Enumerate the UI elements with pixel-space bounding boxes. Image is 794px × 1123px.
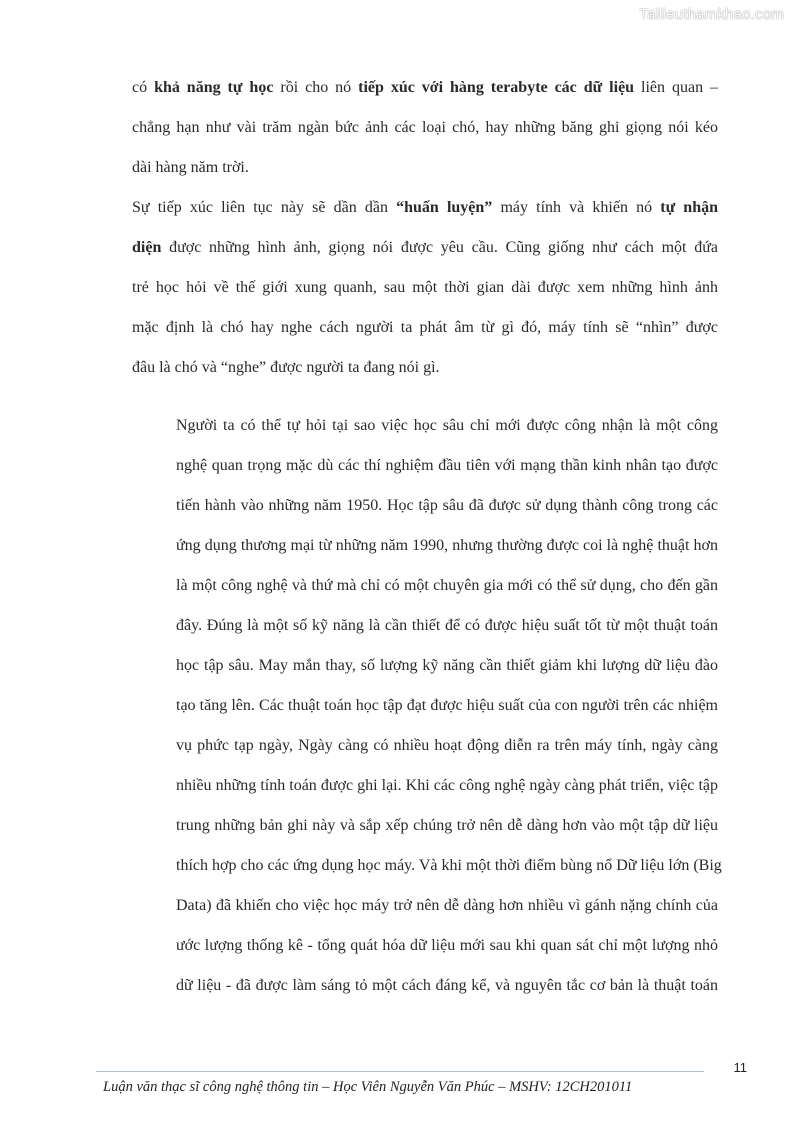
text-line: trung những bản ghi này và sắp xếp chúng trở nên dễ dàng hơn vào một tập dữ liệu [176,817,718,834]
text-line [132,68,718,108]
text-line: dữ liệu - đã được làm sáng tỏ một cách đáng kể, và nguyên tắc cơ bản là thuật toán [176,977,718,994]
text-line [132,228,718,268]
text-run: Sự tiếp xúc liên tục này sẽ dần dần [132,199,397,216]
text-line: nhiều những tính toán được ghi lại. Khi các công nghệ ngày càng phát triển, việc tập [176,777,718,794]
text-line: mặc định là chó hay nghe cách người ta phát âm từ gì đó, máy tính sẽ “nhìn” được [132,319,718,336]
text-line [132,188,718,228]
text-line: chẳng hạn như vài trăm ngàn bức ảnh các loại chó, hay những băng ghi giọng nói kéo [132,119,718,136]
text-line: đây. Đúng là một số kỹ năng là cần thiết để có được hiệu suất tốt từ một thuật toán [176,617,718,634]
text-run: được những hình ảnh, giọng nói được yêu cầu. Cũng giống như cách một đứa [161,239,718,256]
text-run: liên quan – [634,79,719,96]
footer-text: Luận văn thạc sĩ công nghệ thông tin – Học Viên Nguyễn Văn Phúc – MSHV: 12CH201011 [103,1079,633,1095]
bold-phrase: tự nhận [660,199,718,216]
bold-phrase: khả năng tự học [154,79,274,96]
text-line: học tập sâu. May mắn thay, số lượng kỹ năng cần thiết giảm khi lượng dữ liệu đào [176,657,718,674]
text-line: thích hợp cho các ứng dụng học máy. Và khi một thời điểm bùng nổ Dữ liệu lớn (Big [176,857,722,874]
text-line: ước lượng thống kê - tổng quát hóa dữ liệu mới sau khi quan sát chỉ một lượng nhỏ [176,937,718,954]
watermark-text: Tailieuthamkhao.com [639,6,784,23]
text-run: máy tính và khiến nó [492,199,661,216]
bold-phrase: diện [132,239,162,256]
intro-paragraph [132,68,718,388]
text-line: Data) đã khiến cho việc học máy trở nên dễ dàng hơn nhiều vì gánh nặng chính của [176,897,718,914]
bold-phrase: “huấn luyện” [396,199,493,216]
main-paragraph [132,406,722,1006]
text-line: Người ta có thể tự hỏi tại sao việc học sâu chỉ mới được công nhận là một công [176,417,718,434]
page-number: 11 [733,1060,747,1075]
text-run: rồi cho nó [273,79,359,96]
text-line: tiến hành vào những năm 1950. Học tập sâu đã được sử dụng thành công trong các [176,497,718,514]
bold-phrase: tiếp xúc với hàng terabyte các dữ liệu [358,79,635,96]
text-line: là một công nghệ và thứ mà chỉ có một chuyên gia mới có thể sử dụng, cho đến gần [176,577,718,594]
footer-divider [96,1071,704,1072]
text-line: đâu là chó và “nghe” được người ta đang nói gì. [132,359,440,376]
text-line: ứng dụng thương mại từ những năm 1990, nhưng thường được coi là nghệ thuật hơn [176,537,718,554]
text-line: tạo tăng lên. Các thuật toán học tập đạt được hiệu suất của con người trên các nhiệm [176,697,718,714]
text-line: vụ phức tạp ngày, Ngày càng có nhiều hoạt động diễn ra trên máy tính, ngày càng [176,737,718,754]
text-line: trẻ học hỏi về thế giới xung quanh, sau một thời gian dài được xem những hình ảnh [132,279,718,296]
document-body [132,68,722,1006]
text-run: có [132,79,155,96]
text-line: dài hàng năm trời. [132,159,249,176]
text-line: nghệ quan trọng mặc dù các thí nghiệm đầu tiên với mạng thần kinh nhân tạo được [176,457,718,474]
